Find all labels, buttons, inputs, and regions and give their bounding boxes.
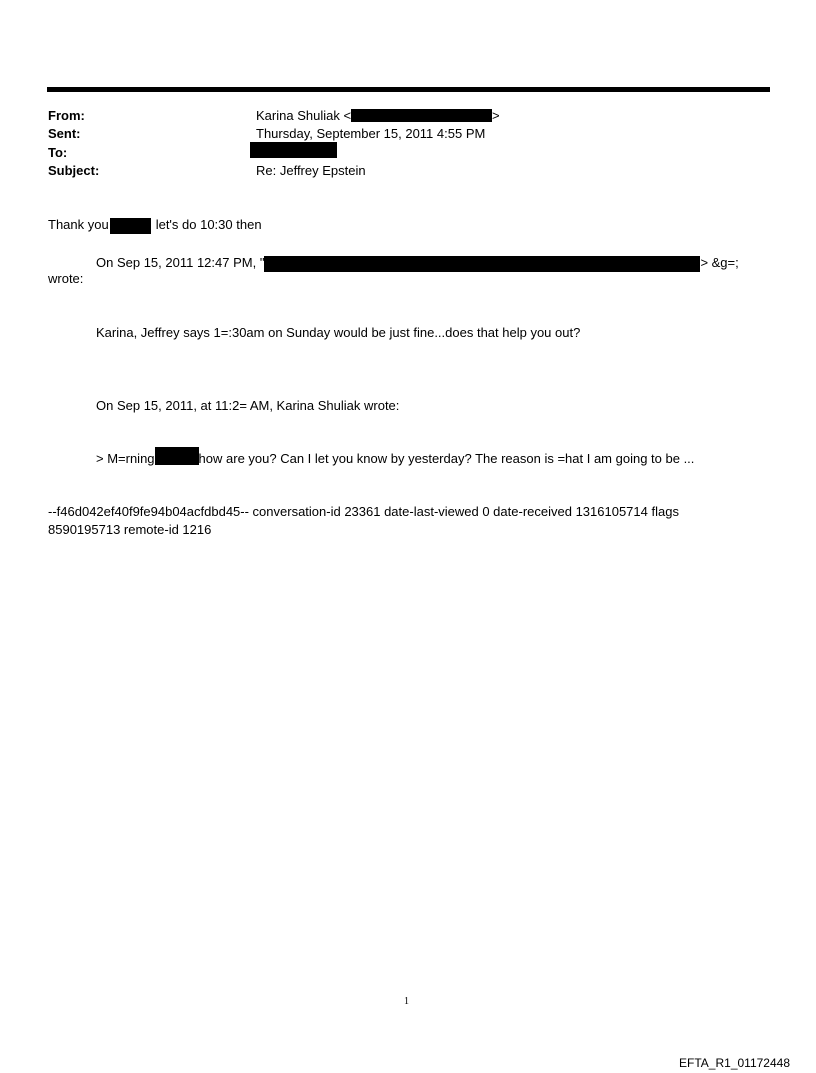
metadata-line-2: 8590195713 remote-id 1216	[48, 522, 212, 537]
to-redaction-box	[250, 142, 337, 158]
quote1-intro	[96, 255, 739, 272]
from-name: Karina Shuliak <	[256, 108, 352, 123]
quote1-intro-prefix: On Sep 15, 2011 12:47 PM, "	[96, 255, 265, 270]
quote1-text: Karina, Jeffrey says 1=:30am on Sunday would be just fine...does that help you out?	[96, 325, 581, 340]
from-value	[256, 108, 500, 124]
quote1-intro-suffix: > &g=;	[700, 255, 739, 270]
reply-suffix: let's do 10:30 then	[155, 217, 262, 232]
redaction-box	[110, 218, 151, 234]
from-suffix: >	[492, 108, 500, 123]
quote2-prefix: > M=rning	[96, 451, 155, 466]
quote2-text	[96, 451, 694, 467]
subject-value: Re: Jeffrey Epstein	[256, 163, 366, 178]
to-label: To:	[48, 145, 68, 160]
sent-value: Thursday, September 15, 2011 4:55 PM	[256, 126, 486, 141]
sent-label: Sent:	[48, 126, 81, 141]
redaction-box	[264, 256, 700, 272]
quote2-intro: On Sep 15, 2011, at 11:2= AM, Karina Shuliak wrote:	[96, 398, 400, 413]
document-id: EFTA_R1_01172448	[679, 1056, 790, 1070]
reply-prefix: Thank you	[48, 217, 109, 232]
metadata-line-1: --f46d042ef40f9fe94b04acfdbd45-- conversation-id 23361 date-last-viewed 0 date-received 1316105714 flags	[48, 504, 679, 519]
redaction-box	[351, 109, 492, 122]
subject-label: Subject:	[48, 163, 100, 178]
quote2-suffix: how are you? Can I let you know by yesterday? The reason is =hat I am going to be ...	[198, 451, 695, 466]
from-label: From:	[48, 108, 85, 123]
reply-line	[48, 217, 262, 234]
header-divider	[47, 87, 770, 92]
redaction-box	[155, 447, 199, 465]
quote1-wrote: wrote:	[48, 271, 84, 286]
page-number: 1	[404, 996, 409, 1007]
